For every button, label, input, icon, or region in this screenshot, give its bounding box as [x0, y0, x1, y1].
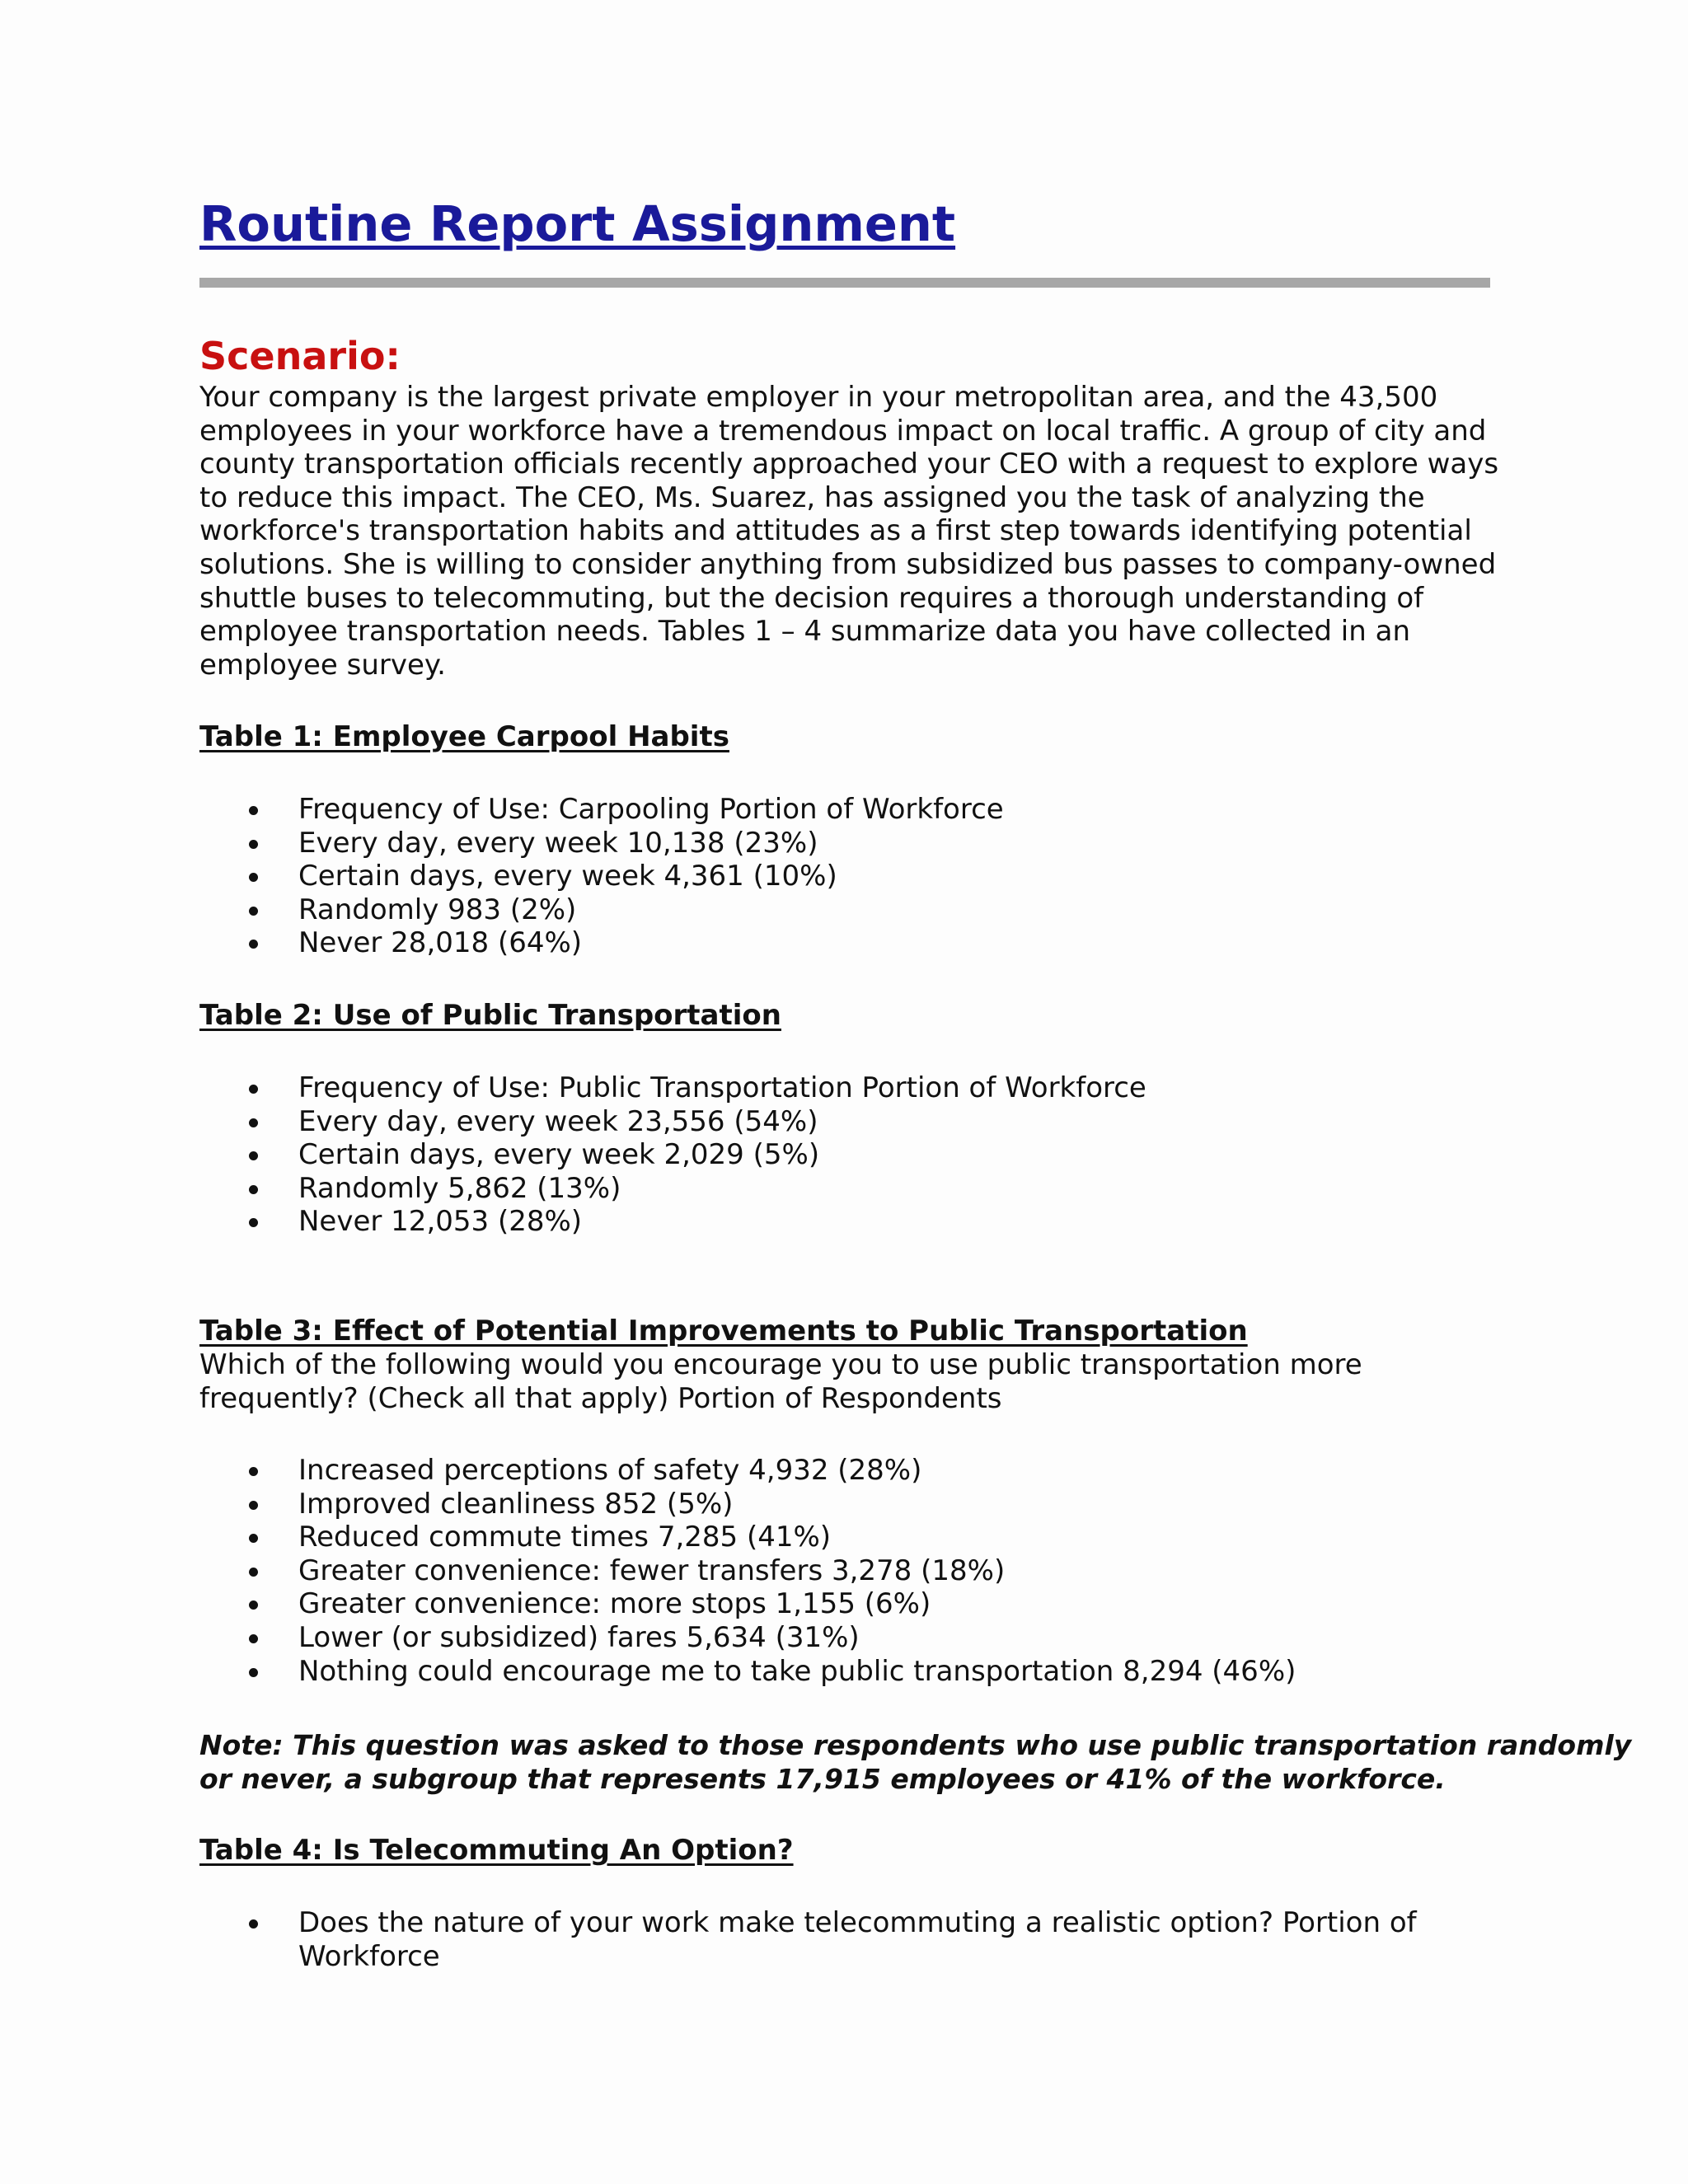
note-line: or never, a subgroup that represents 17,915 employees or 41% of the workforce. — [199, 1762, 1446, 1795]
list-item: Improved cleanliness 852 (5%) — [199, 1488, 1296, 1521]
bullet-icon — [249, 1151, 258, 1160]
table3-question — [199, 1348, 1362, 1415]
scenario-line: county transportation officials recently approached your CEO with a request to explore ways — [199, 448, 1499, 481]
bullet-icon — [249, 1185, 258, 1194]
scenario-line: employee survey. — [199, 648, 446, 682]
list-item: Randomly 983 (2%) — [199, 893, 1004, 927]
bullet-icon — [249, 873, 258, 882]
table2-list — [199, 1071, 1146, 1239]
table3-note — [199, 1729, 1631, 1796]
bullet-icon — [249, 1668, 258, 1677]
list-item: Increased perceptions of safety 4,932 (28%) — [199, 1454, 1296, 1488]
bullet-icon — [249, 940, 258, 949]
list-item: Greater convenience: more stops 1,155 (6%) — [199, 1587, 1296, 1621]
table1-heading: Table 1: Employee Carpool Habits — [199, 720, 729, 753]
scenario-line: workforce's transportation habits and attitudes as a first step towards identifying potential — [199, 514, 1472, 548]
list-item: Never 28,018 (64%) — [199, 926, 1004, 960]
scenario-line: to reduce this impact. The CEO, Ms. Suarez, has assigned you the task of analyzing the — [199, 480, 1425, 514]
question-line: frequently? (Check all that apply) Portion of Respondents — [199, 1381, 1002, 1415]
bullet-icon — [249, 1501, 258, 1510]
table1-list — [199, 793, 1004, 960]
bullet-icon — [249, 907, 258, 916]
bullet-icon — [249, 840, 258, 849]
bullet-icon — [249, 1634, 258, 1643]
question-line: Which of the following would you encourage you to use public transportation more — [199, 1348, 1362, 1381]
list-item: Certain days, every week 2,029 (5%) — [199, 1138, 1146, 1172]
list-item: Lower (or subsidized) fares 5,634 (31%) — [199, 1621, 1296, 1655]
table2-heading: Table 2: Use of Public Transportation — [199, 999, 781, 1032]
list-item: Does the nature of your work make telecommuting a realistic option? Portion of Workforce — [199, 1906, 1417, 1973]
list-item: Every day, every week 10,138 (23%) — [199, 827, 1004, 860]
note-line: Note: This question was asked to those respondents who use public transportation randomly — [199, 1729, 1632, 1761]
list-item: Certain days, every week 4,361 (10%) — [199, 860, 1004, 893]
scenario-line: shuttle buses to telecommuting, but the decision requires a thorough understanding of — [199, 581, 1424, 615]
list-item: Every day, every week 23,556 (54%) — [199, 1105, 1146, 1139]
scenario-paragraph — [199, 381, 1498, 682]
page-title: Routine Report Assignment — [199, 195, 956, 252]
bullet-icon — [249, 1568, 258, 1577]
bullet-icon — [249, 1085, 258, 1094]
bullet-icon — [249, 1601, 258, 1610]
list-item: Reduced commute times 7,285 (41%) — [199, 1521, 1296, 1554]
list-item: Greater convenience: fewer transfers 3,278 (18%) — [199, 1554, 1296, 1588]
table3-list — [199, 1454, 1296, 1688]
scenario-line: employee transportation needs. Tables 1 – 4 summarize data you have collected in an — [199, 615, 1410, 649]
list-item: Randomly 5,862 (13%) — [199, 1172, 1146, 1206]
title-divider — [199, 278, 1490, 288]
list-item: Never 12,053 (28%) — [199, 1205, 1146, 1239]
scenario-line: solutions. She is willing to consider anything from subsidized bus passes to company-owned — [199, 547, 1497, 581]
scenario-line: Your company is the largest private employer in your metropolitan area, and the 43,500 — [199, 381, 1438, 414]
bullet-icon — [249, 1467, 258, 1476]
list-item: Frequency of Use: Public Transportation Portion of Workforce — [199, 1071, 1146, 1105]
bullet-icon — [249, 806, 258, 815]
bullet-icon — [249, 1218, 258, 1227]
bullet-icon — [249, 1118, 258, 1127]
table3-heading: Table 3: Effect of Potential Improvements to Public Transportation — [199, 1315, 1248, 1347]
table4-list — [199, 1906, 1417, 1973]
scenario-heading: Scenario: — [199, 334, 401, 378]
scenario-line: employees in your workforce have a tremendous impact on local traffic. A group of city and — [199, 414, 1487, 448]
table4-heading: Table 4: Is Telecommuting An Option? — [199, 1834, 794, 1867]
list-item: Nothing could encourage me to take public transportation 8,294 (46%) — [199, 1655, 1296, 1689]
bullet-icon — [249, 1534, 258, 1543]
bullet-icon — [249, 1919, 258, 1929]
list-item: Frequency of Use: Carpooling Portion of Workforce — [199, 793, 1004, 827]
